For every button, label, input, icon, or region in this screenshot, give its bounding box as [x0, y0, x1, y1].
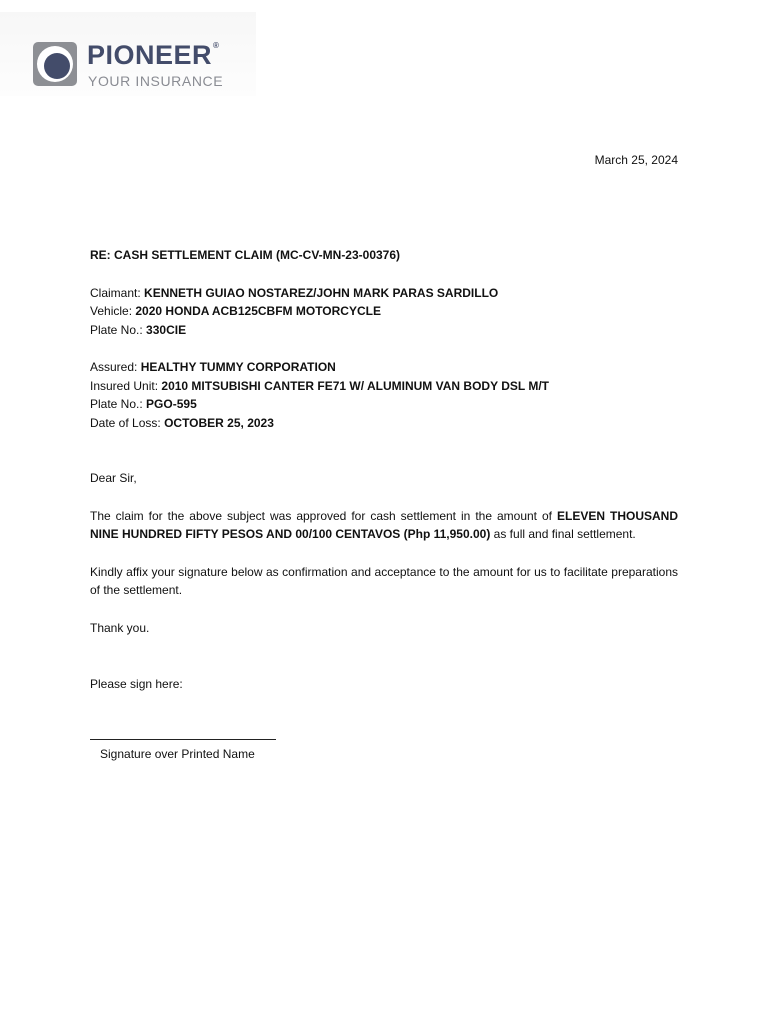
- insured-unit-label: Insured Unit:: [90, 378, 159, 393]
- brand-name: [87, 40, 219, 70]
- claimant-plate-row: [90, 321, 678, 340]
- assured-plate-value: PGO-595: [146, 397, 197, 411]
- salutation: Dear Sir,: [90, 471, 137, 485]
- claimant-value: KENNETH GUIAO NOSTAREZ/JOHN MARK PARAS SARDILLO: [144, 285, 499, 300]
- vehicle-row: [90, 302, 678, 321]
- registered-mark: ®: [213, 41, 220, 50]
- signature-caption: Signature over Printed Name: [100, 746, 255, 761]
- assured-plate-row: [90, 395, 678, 414]
- insured-unit-row: [90, 377, 678, 396]
- settlement-paragraph: [90, 507, 678, 544]
- assured-label: Assured:: [90, 360, 138, 374]
- letterhead-logo: [0, 12, 256, 96]
- closing-text: Thank you.: [90, 620, 150, 635]
- brand-tagline: YOUR INSURANCE: [88, 73, 224, 89]
- letter-body: [90, 246, 678, 763]
- insured-unit-value: 2010 MITSUBISHI CANTER FE71 W/ ALUMINUM VAN BODY DSL M/T: [161, 378, 549, 393]
- vehicle-label: Vehicle:: [90, 304, 133, 318]
- claimant-plate-value: 330CIE: [146, 322, 187, 337]
- claimant-row: [90, 284, 678, 303]
- vehicle-value: 2020 HONDA ACB125CBFM MOTORCYCLE: [135, 304, 381, 318]
- settlement-text-after: as full and final settlement.: [490, 527, 636, 541]
- sign-prompt: Please sign here:: [90, 677, 183, 691]
- assured-plate-label: Plate No.:: [90, 397, 143, 411]
- subject-line: RE: CASH SETTLEMENT CLAIM (MC-CV-MN-23-00376): [90, 248, 401, 262]
- date-of-loss-label: Date of Loss:: [90, 415, 161, 430]
- claimant-plate-label: Plate No.:: [90, 322, 143, 337]
- settlement-amount: ELEVEN THOUSAND NINE HUNDRED FIFTY PESOS AND 00/100 CENTAVOS (Php 11,950.00): [90, 508, 678, 541]
- signature-line: [90, 739, 276, 740]
- settlement-text-before: The claim for the above subject was approved for cash settlement in the amount of: [90, 508, 557, 523]
- assured-row: [90, 358, 678, 377]
- claimant-label: Claimant:: [90, 285, 141, 300]
- brand-name-text: PIONEER: [87, 40, 213, 70]
- assured-value: HEALTHY TUMMY CORPORATION: [140, 360, 336, 374]
- letter-date: March 25, 2024: [594, 153, 678, 167]
- date-of-loss-value: OCTOBER 25, 2023: [164, 415, 274, 430]
- pioneer-logo-icon: [33, 42, 77, 86]
- signature-request-paragraph: Kindly affix your signature below as confirmation and acceptance to the amount for us to facilitate preparations of the settlement.: [90, 564, 678, 597]
- date-of-loss-row: [90, 414, 678, 433]
